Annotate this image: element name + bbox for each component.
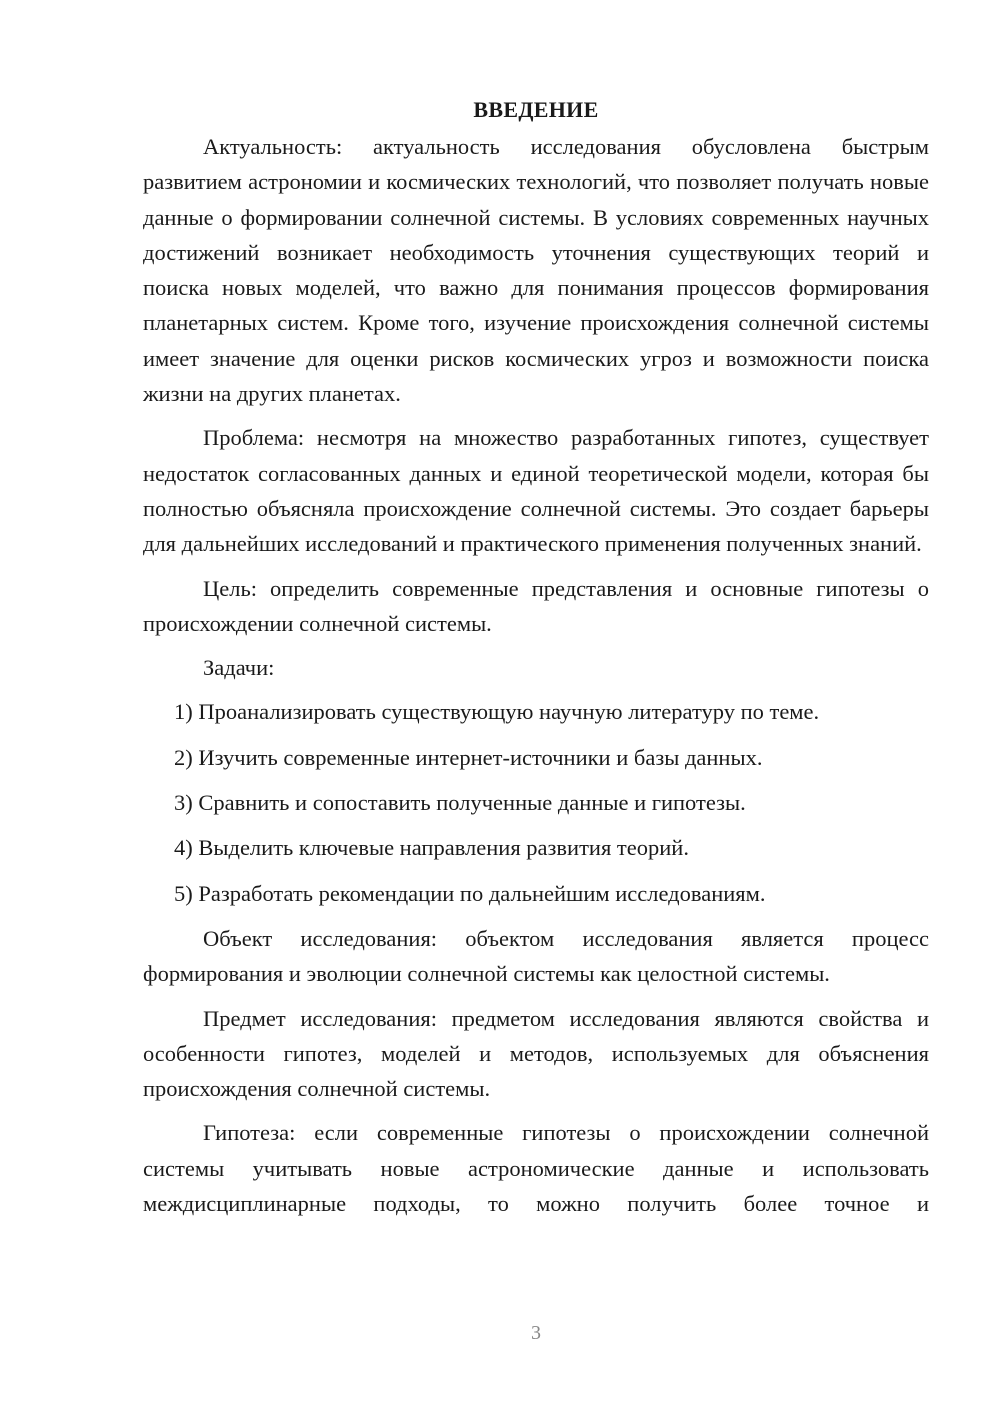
object-paragraph: Объект исследования: объектом исследования является процесс формирования и эволюции солнечной системы как целостной системы.	[143, 925, 929, 987]
page-number: 3	[531, 1322, 541, 1344]
relevance-paragraph: Актуальность: актуальность исследования обусловлена быстрым развитием астрономии и космических технологий, что позволяет получать новые данные о формировании солнечной системы. В условиях современных научных достижений возникает необходимость уточнения существующих теорий и поиска новых моделей, что важно для понимания процессов формирования планетарных систем. Кроме того, изучение происхождения солнечной системы имеет значение для оценки рисков космических угроз и возможности поиска жизни на других планетах.	[143, 134, 929, 407]
task-item: 4) Выделить ключевые направления развития теорий.	[174, 835, 689, 861]
problem-paragraph: Проблема: несмотря на множество разработанных гипотез, существует недостаток согласованных данных и единой теоретической модели, которая бы полностью объясняла происхождение солнечной системы. Это создает барьеры для дальнейших исследований и практического применения полученных знаний.	[143, 425, 929, 557]
task-item: 2) Изучить современные интернет-источники и базы данных.	[174, 744, 763, 770]
section-heading: ВВЕДЕНИЕ	[473, 97, 599, 122]
document-page	[143, 92, 929, 1230]
goal-paragraph: Цель: определить современные представления и основные гипотезы о происхождении солнечной системы.	[143, 575, 929, 636]
task-item: 5) Разработать рекомендации по дальнейшим исследованиям.	[174, 880, 766, 906]
subject-paragraph: Предмет исследования: предметом исследования являются свойства и особенности гипотез, моделей и методов, используемых для объяснения происхождения солнечной системы.	[143, 1005, 929, 1102]
tasks-label: Задачи:	[203, 655, 275, 681]
task-item: 1) Проанализировать существующую научную литературу по теме.	[174, 699, 820, 725]
task-item: 3) Сравнить и сопоставить полученные данные и гипотезы.	[174, 790, 746, 816]
hypothesis-paragraph: Гипотеза: если современные гипотезы о происхождении солнечной системы учитывать новые астрономические данные и использовать междисциплинарные подходы, то можно получить более точное и	[143, 1120, 929, 1217]
